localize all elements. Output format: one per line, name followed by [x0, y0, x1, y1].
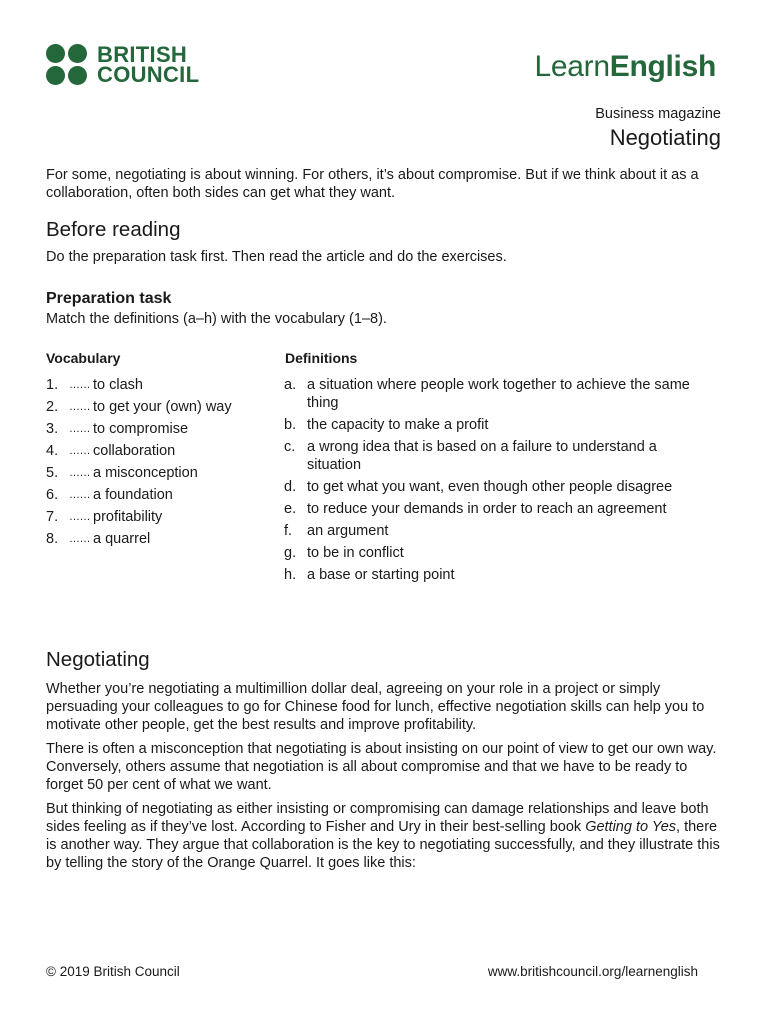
definition-text: to be in conflict — [307, 545, 404, 561]
answer-blank: …… — [69, 489, 90, 501]
list-item — [46, 530, 276, 552]
definition-letter: a. — [284, 377, 297, 393]
learnenglish-logo — [535, 50, 716, 84]
answer-blank: …… — [69, 401, 90, 413]
list-item — [284, 566, 714, 584]
list-item — [46, 486, 276, 508]
vocab-term: to get your (own) way — [93, 399, 232, 415]
vocabulary-heading: Vocabulary — [46, 350, 121, 366]
list-item — [46, 508, 276, 530]
page-title: Negotiating — [609, 125, 721, 150]
vocab-number: 8. — [46, 531, 59, 547]
vocab-number: 5. — [46, 465, 59, 481]
answer-blank: …… — [69, 379, 90, 391]
vocab-number: 2. — [46, 399, 59, 415]
list-item — [46, 376, 276, 398]
vocab-number: 4. — [46, 443, 59, 459]
answer-blank: …… — [69, 511, 90, 523]
definition-letter: g. — [284, 545, 297, 561]
footer-url-link[interactable]: www.britishcouncil.org/learnenglish — [487, 964, 698, 979]
preparation-text: Match the definitions (a–h) with the vocabulary (1–8). — [46, 311, 387, 327]
before-reading-text: Do the preparation task first. Then read the article and do the exercises. — [46, 249, 507, 265]
definition-text: the capacity to make a profit — [307, 417, 489, 433]
vocab-term: profitability — [93, 509, 163, 525]
logo-dots-icon — [46, 44, 87, 85]
article-body — [46, 680, 726, 878]
list-item — [284, 500, 714, 518]
list-item — [284, 376, 714, 412]
paragraph-3-end: , there is another way. They argue that collaboration is the key to negotiating successfully, and they illustrate this by telling the story of the Orange Quarrel. It goes like this: — [46, 819, 720, 871]
vocab-number: 3. — [46, 421, 59, 437]
definitions-heading: Definitions — [285, 350, 358, 366]
definition-letter: e. — [284, 501, 297, 517]
answer-blank: …… — [69, 423, 90, 435]
copyright-text: © 2019 British Council — [46, 964, 180, 979]
definition-text: an argument — [307, 523, 389, 539]
vocab-term: a foundation — [93, 487, 173, 503]
article-heading: Negotiating — [46, 648, 150, 671]
paragraph-3-start: But thinking of negotiating as either insisting or compromising can damage relationships and leave both sides feeling as if they’ve lost. According to Fisher and Ury in their best-selling book — [46, 801, 709, 835]
british-council-logo — [46, 41, 200, 87]
logo-line-1: BRITISH — [97, 41, 188, 67]
definition-text: a situation where people work together to achieve the same thing — [307, 377, 690, 411]
definition-letter: c. — [284, 439, 296, 455]
learn-bold-text: English — [609, 50, 716, 83]
vocab-term: collaboration — [93, 443, 176, 459]
list-item — [284, 522, 714, 540]
vocabulary-list — [46, 376, 276, 552]
list-item — [284, 438, 714, 474]
vocab-term: to compromise — [93, 421, 189, 437]
definitions-list — [284, 376, 714, 588]
definition-letter: h. — [284, 567, 297, 583]
preparation-heading: Preparation task — [46, 290, 172, 307]
article-paragraph-2: There is often a misconception that negotiating is about insisting on our point of view to get our own way. Conversely, others assume that negotiation is all about compromise and that we have to be ready to forget 50 per cent of what we want. — [46, 741, 717, 793]
definition-text: a wrong idea that is based on a failure to understand a situation — [307, 439, 657, 473]
list-item — [284, 544, 714, 562]
logo-line-2: COUNCIL — [97, 61, 200, 87]
article-paragraph-3 — [46, 800, 726, 872]
vocab-term: a quarrel — [93, 531, 151, 547]
definition-text: a base or starting point — [307, 567, 455, 583]
definition-letter: b. — [284, 417, 297, 433]
article-paragraph-1: Whether you’re negotiating a multimillion dollar deal, agreeing on your role in a project or simply persuading your colleagues to go for Chinese food for lunch, effective negotiation skills can help you to motivate other people, get the best results and improve profitability. — [46, 681, 705, 733]
answer-blank: …… — [69, 467, 90, 479]
intro-paragraph: For some, negotiating is about winning. For others, it’s about compromise. But if we think about it as a collaboration, often both sides can get what they want. — [46, 167, 699, 201]
definition-letter: d. — [284, 479, 297, 495]
list-item — [46, 398, 276, 420]
list-item — [46, 464, 276, 486]
list-item — [46, 442, 276, 464]
before-reading-heading: Before reading — [46, 218, 181, 241]
list-item — [284, 478, 714, 496]
list-item — [46, 420, 276, 442]
book-title: Getting to Yes — [585, 819, 677, 835]
definition-text: to get what you want, even though other people disagree — [307, 479, 673, 495]
answer-blank: …… — [69, 445, 90, 457]
vocab-term: a misconception — [93, 465, 198, 481]
learn-light-text: Learn — [534, 50, 610, 83]
logo-text — [97, 41, 200, 87]
definition-letter: f. — [284, 523, 293, 539]
vocab-number: 6. — [46, 487, 59, 503]
list-item — [284, 416, 714, 434]
vocab-number: 7. — [46, 509, 59, 525]
answer-blank: …… — [69, 533, 90, 545]
section-label: Business magazine — [595, 106, 721, 122]
vocab-term: to clash — [93, 377, 143, 393]
vocab-number: 1. — [46, 377, 59, 393]
definition-text: to reduce your demands in order to reach an agreement — [307, 501, 667, 517]
